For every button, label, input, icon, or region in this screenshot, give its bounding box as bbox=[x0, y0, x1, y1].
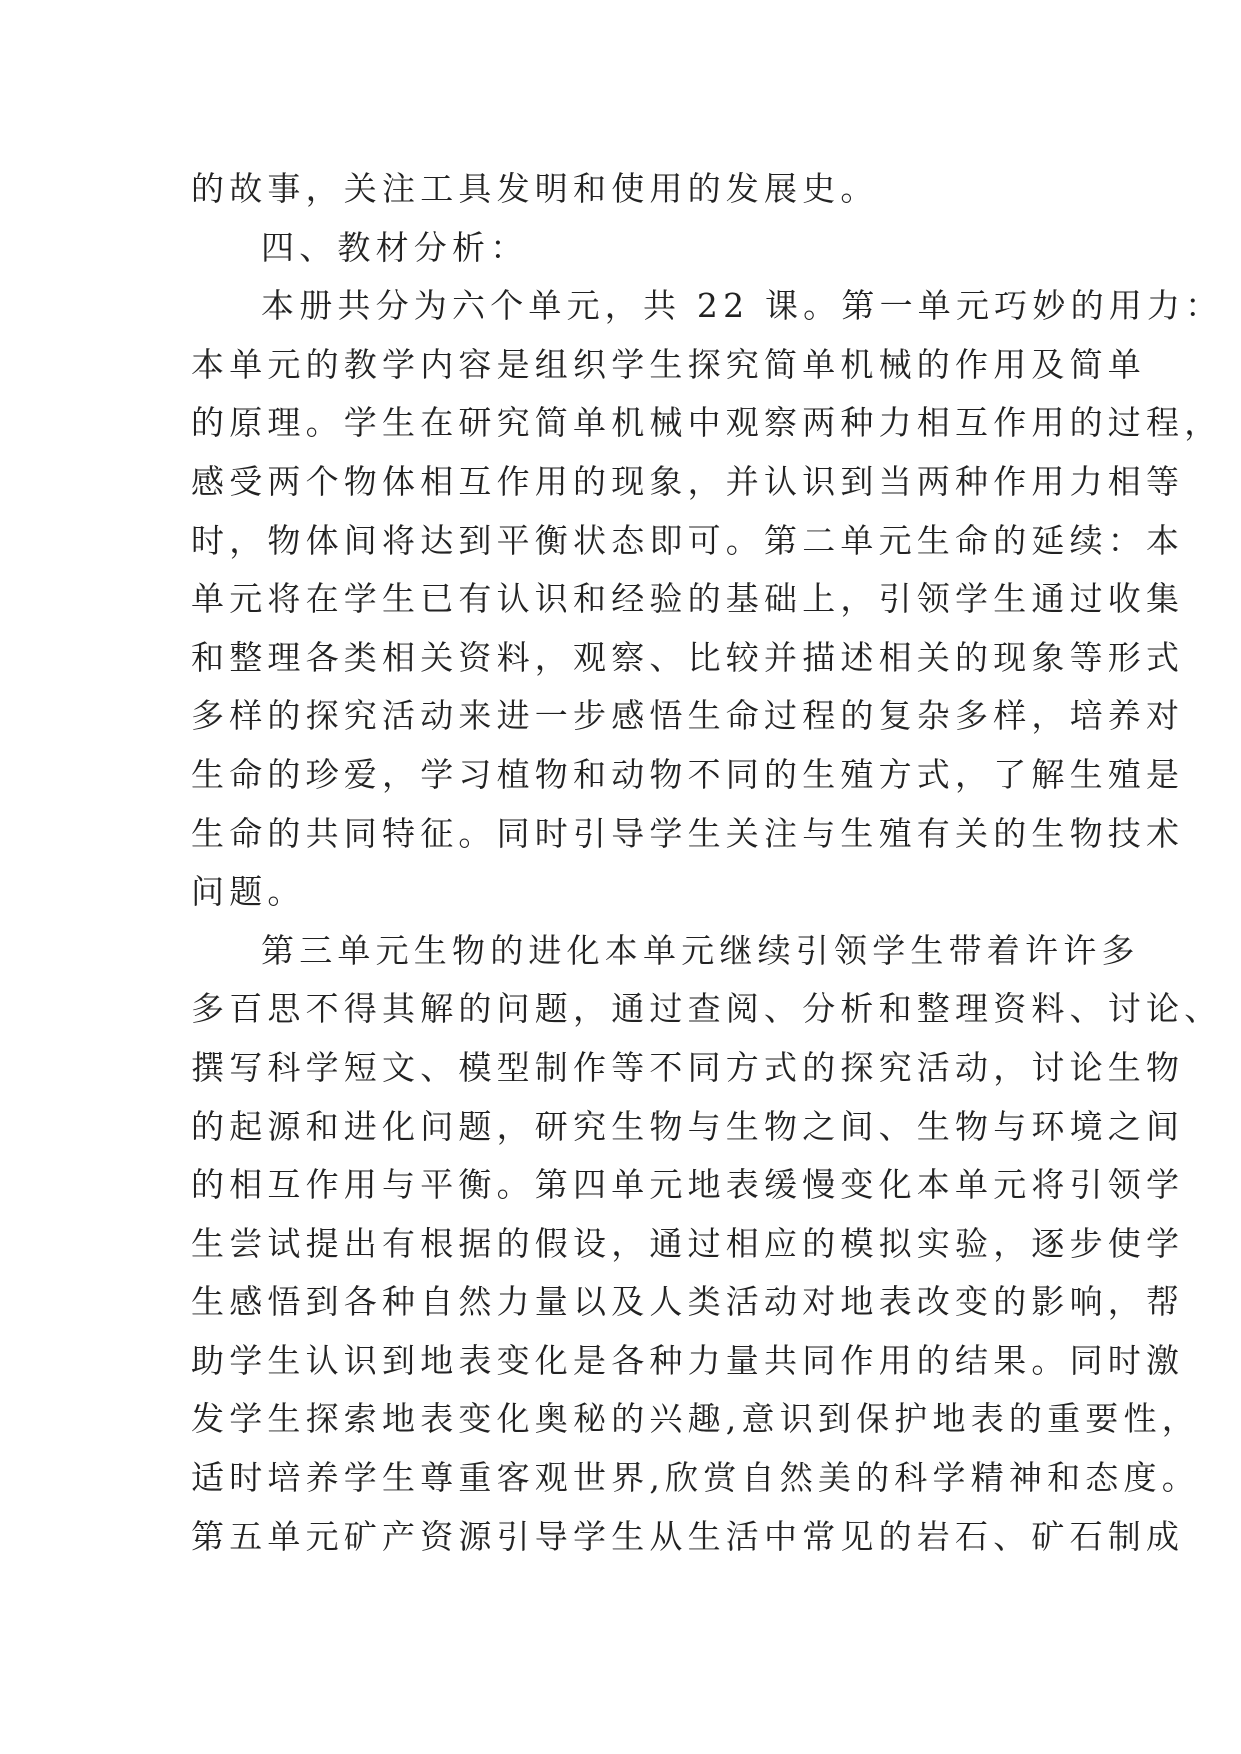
text-line: 适时培养学生尊重客观世界,欣赏自然美的科学精神和态度。 bbox=[191, 1458, 1200, 1498]
text-line: 问题。 bbox=[191, 872, 306, 912]
text-line: 多百思不得其解的问题，通过查阅、分析和整理资料、讨论、 bbox=[191, 989, 1223, 1029]
text-line: 感受两个物体相互作用的现象，并认识到当两种作用力相等 bbox=[191, 461, 1185, 501]
body-text bbox=[191, 160, 1224, 1566]
text-line: 生命的珍爱，学习植物和动物不同的生殖方式，了解生殖是 bbox=[191, 754, 1185, 794]
text-line: 第三单元生物的进化本单元继续引领学生带着许许多 bbox=[261, 930, 1140, 970]
text-line: 的起源和进化问题，研究生物与生物之间、生物与环境之间 bbox=[191, 1106, 1185, 1146]
text-line: 的相互作用与平衡。第四单元地表缓慢变化本单元将引领学 bbox=[191, 1165, 1185, 1205]
text-line: 单元将在学生已有认识和经验的基础上，引领学生通过收集 bbox=[191, 579, 1185, 619]
text-line: 四、教材分析： bbox=[261, 227, 529, 267]
text-line: 生命的共同特征。同时引导学生关注与生殖有关的生物技术 bbox=[191, 813, 1185, 853]
text-line: 和整理各类相关资料，观察、比较并描述相关的现象等形式 bbox=[191, 637, 1185, 677]
text-line: 多样的探究活动来进一步感悟生命过程的复杂多样，培养对 bbox=[191, 696, 1185, 736]
text-line: 本单元的教学内容是组织学生探究简单机械的作用及简单 bbox=[191, 344, 1146, 384]
text-line: 发学生探索地表变化奥秘的兴趣,意识到保护地表的重要性， bbox=[191, 1399, 1200, 1439]
text-line: 生尝试提出有根据的假设，通过相应的模拟实验，逐步使学 bbox=[191, 1223, 1185, 1263]
text-line: 助学生认识到地表变化是各种力量共同作用的结果。同时激 bbox=[191, 1340, 1185, 1380]
text-line: 的故事，关注工具发明和使用的发展史。 bbox=[191, 169, 879, 208]
text-line: 本册共分为六个单元，共 22 课。第一单元巧妙的用力： bbox=[261, 286, 1224, 326]
text-line: 时，物体间将达到平衡状态即可。第二单元生命的延续：本 bbox=[191, 520, 1185, 560]
text-line: 的原理。学生在研究简单机械中观察两种力相互作用的过程， bbox=[191, 403, 1223, 443]
text-line: 生感悟到各种自然力量以及人类活动对地表改变的影响，帮 bbox=[191, 1282, 1185, 1322]
text-line: 撰写科学短文、模型制作等不同方式的探究活动，讨论生物 bbox=[191, 1047, 1185, 1087]
text-line: 第五单元矿产资源引导学生从生活中常见的岩石、矿石制成 bbox=[191, 1516, 1185, 1556]
